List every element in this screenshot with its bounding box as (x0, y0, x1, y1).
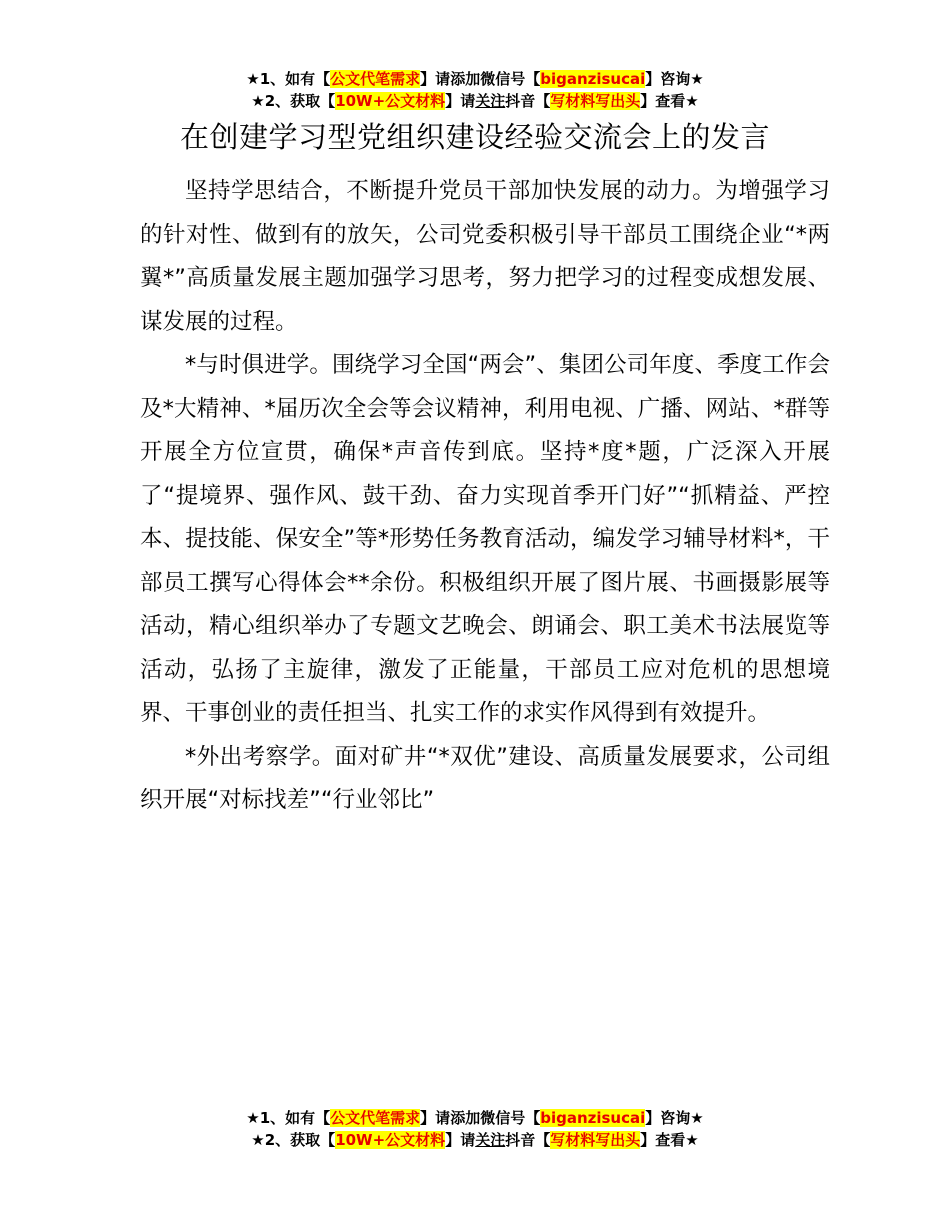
banner-highlight: 公文代笔需求 (330, 1109, 421, 1127)
banner-text: 抖音【 (505, 92, 551, 110)
banner-text: 】请 (420, 1109, 451, 1127)
banner-text: 】查看★ (640, 1131, 699, 1149)
banner-text: 】咨询★ (645, 70, 704, 88)
banner-text: ★1、如有【 (246, 1109, 331, 1127)
banner-highlight: biganzisucai (540, 70, 646, 88)
banner-text: 抖音【 (505, 1131, 551, 1149)
banner-text: 微信号【 (480, 1109, 541, 1127)
banner-line-2 (0, 90, 950, 112)
banner-text: 关注 (475, 1131, 506, 1149)
banner-text: 】查看★ (640, 92, 699, 110)
banner-text: 添加 (450, 70, 481, 88)
banner-line-1 (0, 68, 950, 90)
banner-highlight: biganzisucai (540, 1109, 646, 1127)
banner-line-1 (0, 1107, 950, 1129)
banner-highlight: 公文代笔需求 (330, 70, 421, 88)
banner-text: 】请 (445, 92, 476, 110)
document-body (140, 170, 830, 823)
banner-highlight: 写材料写出头 (550, 1131, 641, 1149)
banner-highlight: 10W+公文材料 (335, 92, 446, 110)
banner-text: ★1、如有【 (246, 70, 331, 88)
banner-highlight: 写材料写出头 (550, 92, 641, 110)
banner-text: 关注 (475, 92, 506, 110)
paragraph: 坚持学思结合，不断提升党员干部加快发展的动力。为增强学习的针对性、做到有的放矢，公司党委积极引导干部员工围绕企业“*两翼*”高质量发展主题加强学习思考，努力把学习的过程变成想发展、谋发展的过程。 (140, 178, 830, 335)
banner-text: 】请 (420, 70, 451, 88)
banner-text: ★2、获取【 (251, 92, 336, 110)
paragraph: *与时俱进学。围绕学习全国“两会”、集团公司年度、季度工作会及*大精神、*届历次全会等会议精神，利用电视、广播、网站、*群等开展全方位宣贯，确保*声音传到底。坚持*度*题，广泛深入开展了“提境界、强作风、鼓干劲、奋力实现首季开门好”“抓精益、严控本、提技能、保安全”等*形势任务教育活动，编发学习辅导材料*，干部员工撰写心得体会**余份。积极组织开展了图片展、书画摄影展等活动，精心组织举办了专题文艺晚会、朗诵会、职工美术书法展览等活动，弘扬了主旋律，激发了正能量，干部员工应对危机的思想境界、干事创业的责任担当、扎实工作的求实作风得到有效提升。 (140, 352, 830, 726)
header-banner (0, 68, 950, 112)
banner-text: 】请 (445, 1131, 476, 1149)
banner-text: 添加 (450, 1109, 481, 1127)
banner-text: ★2、获取【 (251, 1131, 336, 1149)
document-title: 在创建学习型党组织建设经验交流会上的发言 (179, 120, 770, 154)
banner-line-2 (0, 1129, 950, 1151)
banner-text: 】咨询★ (645, 1109, 704, 1127)
banner-highlight: 10W+公文材料 (335, 1131, 446, 1149)
paragraph: *外出考察学。面对矿井“*双优”建设、高质量发展要求，公司组织开展“对标找差”“行业邻比” (140, 743, 830, 813)
footer-banner (0, 1107, 950, 1151)
banner-text: 微信号【 (480, 70, 541, 88)
